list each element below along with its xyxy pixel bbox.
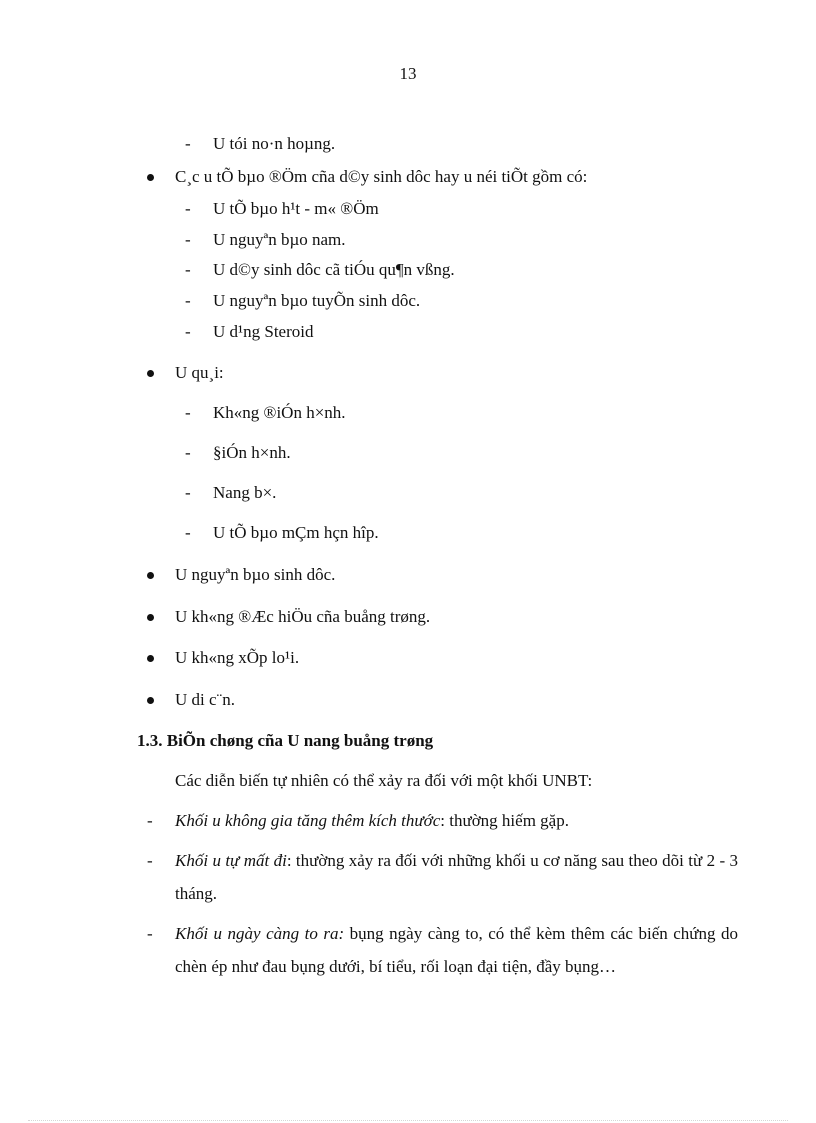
bullet-icon [147,370,154,377]
dash-marker: - [185,483,191,502]
outcome-paragraph [175,844,738,910]
outcome-paragraph [175,804,738,837]
bullet-icon [147,655,154,662]
bullet-item: U kh«ng xÕp lo¹i. [175,648,300,667]
outcome-desc: : thường xảy ra đối với những khối u cơ năng sau theo dõi từ 2 - 3 tháng. [175,851,738,903]
page-number: 13 [399,64,417,83]
bullet-item: U nguyªn bµo sinh dôc. [175,565,336,584]
dash-marker: - [185,230,191,249]
list-item: U nguyªn bµo nam. [213,230,346,249]
outcome-term: Khối u không gia tăng thêm kích thước [175,811,441,830]
dash-marker: - [147,851,153,870]
section-heading: 1.3. BiÕn chøng cña U nang buång trøng [137,731,434,750]
bullet-icon [147,174,154,181]
list-item: Kh«ng ®iÓn h×nh. [213,403,346,422]
dash-marker: - [185,322,191,341]
bullet-item-teratoma: U qu¸i: [175,363,224,382]
bullet-icon [147,614,154,621]
bullet-icon [147,697,154,704]
bullet-item: U di c¨n. [175,690,235,709]
intro-paragraph: Các diễn biến tự nhiên có thể xảy ra đối với một khối UNBT: [175,771,593,790]
dash-marker: - [185,443,191,462]
outcome-paragraph [175,917,738,983]
bullet-item: U kh«ng ®Æc hiÖu cña buång trøng. [175,607,431,626]
list-item: U tói no·n hoµng. [213,134,336,153]
list-item: U d©y sinh dôc cã tiÓu qu¶n vßng. [213,260,455,279]
dash-marker: - [185,134,191,153]
list-item: §iÓn h×nh. [213,443,291,462]
dash-marker: - [147,811,153,830]
list-item: U tÕ bµo mÇm hçn hîp. [213,523,379,542]
list-item: U nguyªn bµo tuyÕn sinh dôc. [213,291,421,310]
outcome-desc: bụng ngày càng to, có thể kèm thêm các biến chứng do chèn ép như đau bụng dưới, bí tiểu, rối loạn đại tiện, đầy bụng… [175,924,738,976]
dash-marker: - [185,523,191,542]
dash-marker: - [185,199,191,218]
outcome-term: Khối u tự mất đi [175,851,287,870]
dash-marker: - [147,924,153,943]
dash-marker: - [185,260,191,279]
dash-marker: - [185,403,191,422]
bullet-icon [147,572,154,579]
dash-marker: - [185,291,191,310]
list-item: U tÕ bµo h¹t - m« ®Öm [213,199,379,218]
page-bottom-border [28,1120,788,1121]
outcome-desc: : thường hiếm gặp. [440,811,569,830]
list-item: Nang b×. [213,483,277,502]
list-item: U d¹ng Steroid [213,322,314,341]
bullet-item-cellular: C¸c u tÕ bµo ®Öm cña d©y sinh dôc hay u néi tiÕt gồm có: [175,167,588,186]
outcome-term: Khối u ngày càng to ra: [175,924,345,943]
